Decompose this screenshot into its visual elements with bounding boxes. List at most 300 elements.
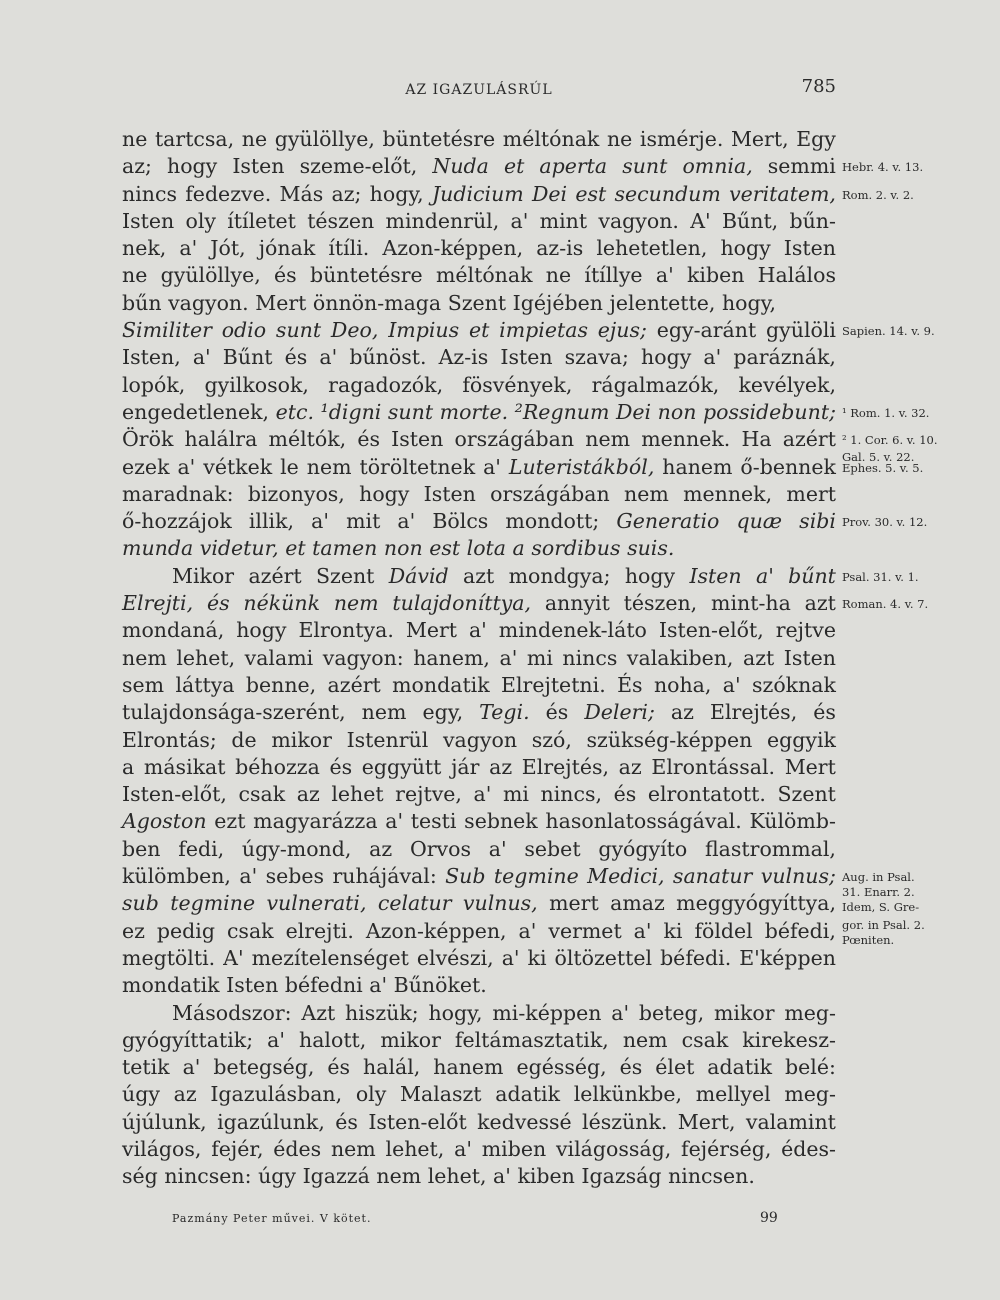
body-text — [122, 126, 836, 1191]
text-line — [122, 317, 836, 344]
word: sunt — [275, 318, 322, 343]
word: ¹digni — [320, 399, 382, 424]
word: sub — [122, 891, 159, 916]
word: csak — [226, 918, 274, 943]
word: valami — [244, 645, 314, 670]
text-line — [122, 972, 836, 999]
word: non — [657, 399, 697, 424]
word: hogy, — [369, 181, 424, 206]
word: Isten — [391, 427, 444, 452]
word: tegmine — [493, 864, 579, 889]
word: az — [670, 700, 694, 725]
word: vagyon. — [168, 290, 249, 315]
word: a' — [611, 1000, 630, 1025]
word: noha, — [653, 672, 712, 697]
word: Igazzá — [302, 1164, 370, 1189]
word: est — [429, 536, 461, 561]
word: Elrejti, — [122, 591, 194, 616]
word: Similiter — [122, 318, 212, 343]
word: Isten-előt, — [122, 782, 227, 807]
word: ne — [545, 263, 572, 288]
word: nincs — [562, 645, 618, 670]
word: egy-aránt — [656, 318, 757, 343]
text-line — [122, 399, 836, 426]
word: Istenrül — [346, 727, 429, 752]
word: szóknak — [752, 672, 836, 697]
word: mindenek-láto — [498, 618, 647, 643]
word: sebet — [524, 836, 581, 861]
word: béfedni — [284, 973, 363, 998]
word: sordibus — [531, 536, 621, 561]
word: Igazulásban, — [210, 1082, 343, 1107]
word: csak — [238, 782, 286, 807]
word: az; — [122, 154, 152, 179]
word: suis. — [627, 536, 675, 561]
word: ezt — [214, 809, 246, 834]
text-line — [122, 1109, 836, 1136]
word: Dei — [531, 181, 568, 206]
word: Tegi. — [479, 700, 530, 725]
text-line — [122, 1136, 836, 1163]
word: a' — [633, 918, 652, 943]
word: mi — [526, 645, 553, 670]
word: sebnek — [464, 809, 538, 834]
word: fedi, — [178, 836, 225, 861]
word: a' — [510, 208, 529, 233]
marginal-note: Rom. 2. v. 2. — [842, 187, 914, 202]
word: nincs, — [540, 782, 603, 807]
text-line — [122, 645, 836, 672]
word: az — [489, 754, 513, 779]
word: gyülöllye, — [274, 127, 375, 151]
word: sibi — [799, 509, 836, 534]
word: a' — [397, 509, 416, 534]
word: a' — [493, 1164, 511, 1189]
word: sanatur — [672, 864, 753, 889]
word: belé: — [785, 1055, 836, 1080]
word: Deleri; — [584, 700, 655, 725]
word: vagyon. — [598, 208, 679, 233]
word: ő-hozzájok — [122, 509, 232, 534]
word: azt — [462, 563, 495, 588]
word: és — [613, 782, 637, 807]
text-line — [122, 1054, 836, 1081]
text-line — [122, 781, 836, 808]
word: mondott; — [505, 509, 600, 534]
word: fejérség, — [681, 1136, 772, 1161]
word: vagyon — [442, 727, 518, 752]
word: morte. — [439, 399, 509, 424]
word: Judicium — [431, 181, 524, 206]
word: ben — [122, 836, 161, 861]
word: sunt — [387, 399, 434, 424]
word: méltók, — [268, 427, 347, 452]
text-line — [122, 262, 836, 289]
word: hiszük; — [345, 1000, 419, 1025]
word: igazúlunk, — [217, 1109, 325, 1134]
word: Orvos — [409, 836, 472, 861]
word: töröltetnek — [359, 454, 476, 479]
word: maradnak: — [122, 481, 234, 506]
word: az; — [331, 181, 362, 206]
word: Malaszt — [400, 1082, 482, 1107]
marginal-note: ² 1. Cor. 6. v. 10. — [842, 433, 938, 448]
word: Dávid — [388, 563, 449, 588]
word: úgy — [122, 1082, 160, 1107]
word: mikor — [380, 1027, 441, 1052]
page-header — [122, 76, 836, 102]
word: mikor — [271, 727, 332, 752]
word: az-is — [536, 236, 584, 261]
word: Nuda — [432, 154, 489, 179]
word: És — [617, 672, 643, 697]
word: adatik — [495, 1082, 561, 1107]
word: és — [813, 700, 836, 725]
word: hogy — [624, 563, 676, 588]
word: Isten — [783, 236, 836, 261]
word: ²Regnum — [514, 399, 610, 424]
word: Dei — [615, 399, 652, 424]
word: ruhájával: — [332, 864, 437, 889]
word: külömben, — [122, 864, 231, 889]
word: et — [503, 154, 525, 179]
word: elrejti. — [285, 918, 354, 943]
text-line — [122, 508, 836, 535]
word: rejtve, — [395, 782, 462, 807]
word: elvészi, — [416, 945, 494, 970]
word: meg- — [784, 1000, 836, 1025]
word: szükség-képpen — [586, 727, 753, 752]
word: etc. — [275, 399, 314, 424]
text-line — [122, 454, 836, 481]
word: Azon-képpen, — [382, 236, 524, 261]
word: tulajdoníttya, — [392, 591, 532, 616]
word: úgy — [258, 1164, 297, 1189]
text-line — [122, 181, 836, 208]
word: betegség, — [213, 1055, 315, 1080]
word: a' — [483, 454, 501, 479]
word: hanem — [433, 1055, 504, 1080]
word: gyógyíttatik; — [122, 1027, 254, 1052]
word: a' — [501, 945, 520, 970]
word: Elrontás; — [122, 727, 217, 752]
text-line — [122, 481, 836, 508]
word: Isten-előt — [368, 1109, 467, 1134]
word: kirekesz- — [742, 1027, 836, 1052]
word: ítíli. — [328, 236, 370, 261]
word: ez — [122, 918, 145, 943]
word: világos, — [122, 1136, 202, 1161]
word: a' — [468, 618, 487, 643]
marginal-note: Gal. 5. v. 22. — [842, 449, 915, 464]
text-line — [122, 208, 836, 235]
word: a — [122, 754, 135, 779]
word: országában — [454, 427, 575, 452]
word: és — [274, 263, 297, 288]
word: le — [280, 454, 299, 479]
word: Örök — [122, 427, 174, 452]
word: lehet, — [427, 1164, 487, 1189]
word: tegmine — [170, 891, 256, 916]
word: Medici, — [587, 864, 665, 889]
word: Bűnt — [222, 345, 273, 370]
word: hogy — [720, 236, 771, 261]
word: fedezve. — [185, 181, 272, 206]
word: Igéjében — [512, 290, 603, 315]
word: Bölcs — [432, 509, 489, 534]
word: Mikor — [172, 563, 235, 588]
text-line — [122, 863, 836, 890]
word: a' — [755, 563, 774, 588]
word: Bűnöket. — [393, 973, 487, 998]
word: odio — [221, 318, 267, 343]
word: Másodszor: — [172, 1000, 292, 1025]
marginal-note: Psal. 31. v. 1. — [842, 569, 919, 584]
text-line — [122, 1027, 836, 1054]
word: öltözettel — [554, 945, 653, 970]
word: ség — [122, 1164, 158, 1189]
word: a' — [655, 263, 674, 288]
word: méltónak — [435, 263, 533, 288]
word: és — [357, 427, 380, 452]
word: hogy — [641, 345, 692, 370]
word: mert — [549, 891, 599, 916]
word: az — [173, 1082, 197, 1107]
word: benne, — [245, 672, 317, 697]
page-number: 785 — [801, 76, 836, 97]
word: és — [327, 1055, 351, 1080]
word: sem — [122, 672, 165, 697]
word: bűnöst. — [349, 345, 427, 370]
word: nem — [306, 454, 352, 479]
word: mondaná, — [122, 618, 225, 643]
word: annyit — [544, 591, 610, 616]
word: a' — [182, 1055, 201, 1080]
word: elrontatott. — [647, 782, 766, 807]
word: halál, — [363, 1055, 421, 1080]
word: ne — [122, 127, 148, 151]
word: szeme-előt, — [299, 154, 418, 179]
word: Isten — [783, 645, 836, 670]
word: az — [369, 836, 393, 861]
word: vulnus; — [760, 864, 836, 889]
word: mert — [786, 481, 836, 506]
word: possidebunt; — [702, 399, 836, 424]
word: impietas — [499, 318, 588, 343]
text-line — [122, 918, 836, 945]
word: Impius — [388, 318, 460, 343]
word: azt — [804, 591, 836, 616]
word: hogy — [359, 481, 410, 506]
word: és — [335, 1109, 358, 1134]
word: quæ — [736, 509, 783, 534]
word: világosság, — [555, 1136, 672, 1161]
word: és — [329, 754, 353, 779]
word: a' — [177, 454, 196, 479]
word: vulnerati, — [266, 891, 367, 916]
word: ezek — [122, 454, 170, 479]
word: a — [512, 536, 525, 561]
text-line — [122, 344, 836, 371]
word: vulnus, — [462, 891, 538, 916]
text-line — [122, 617, 836, 644]
word: A' — [223, 945, 244, 970]
word: a' — [499, 645, 518, 670]
word: bizonyos, — [247, 481, 345, 506]
word: tulajdonsága-szerént, — [122, 700, 346, 725]
word: tészen, — [623, 591, 698, 616]
word: mennek, — [683, 481, 773, 506]
word: a' — [319, 345, 338, 370]
word: mondgya; — [508, 563, 611, 588]
word: Elrejtés, — [521, 754, 610, 779]
word: jelentette, — [609, 290, 716, 315]
word: valamint — [745, 1109, 836, 1134]
word: ki — [527, 945, 547, 970]
word: csak — [681, 1027, 729, 1052]
word: fösvények, — [462, 372, 573, 397]
word: a' — [518, 918, 537, 943]
word: Azt — [301, 1000, 336, 1025]
word: semmi — [767, 154, 836, 179]
word: országában — [490, 481, 610, 506]
marginal-note: Idem, S. Gre- — [842, 900, 920, 915]
word: egésség, — [516, 1055, 607, 1080]
word: gyülöllye, — [160, 263, 261, 288]
word: nem — [622, 1027, 668, 1052]
word: secundum — [614, 181, 721, 206]
word: kedvessé — [477, 1109, 572, 1134]
word: mint — [539, 208, 588, 233]
word: gyilkosok, — [204, 372, 309, 397]
word: nincs — [122, 181, 177, 206]
word: és — [545, 700, 569, 725]
text-line — [122, 699, 836, 726]
marginal-note: gor. in Psal. 2. — [842, 917, 925, 932]
word: de — [231, 727, 257, 752]
word: nem — [333, 591, 379, 616]
word: a' — [488, 836, 507, 861]
text-line — [122, 426, 836, 453]
text-line — [122, 890, 836, 917]
word: Isten-előt, — [658, 618, 764, 643]
word: jónak — [258, 236, 316, 261]
word: mezítelenséget — [251, 945, 409, 970]
word: Mert — [405, 618, 457, 643]
word: videtur, — [199, 536, 279, 561]
word: oly — [355, 1082, 387, 1107]
word: a' — [454, 1136, 472, 1161]
word: mit — [346, 509, 381, 534]
word: vétkek — [203, 454, 273, 479]
word: ítíletet — [227, 208, 296, 233]
word: lota — [466, 536, 506, 561]
word: ne — [606, 127, 633, 151]
word: Isten — [226, 973, 279, 998]
word: nem — [585, 427, 631, 452]
word: meg- — [784, 1082, 836, 1107]
word: eggyütt — [361, 754, 442, 779]
word: Azon-képpen, — [365, 918, 507, 943]
word: miben — [481, 1136, 547, 1161]
word: Elrontya. — [298, 618, 394, 643]
word: földel — [694, 918, 753, 943]
word: Sub — [445, 864, 486, 889]
text-line — [122, 1163, 836, 1190]
word: lelkünkbe, — [573, 1082, 682, 1107]
word: Elrejtés, — [710, 700, 798, 725]
word: lopók, — [122, 372, 186, 397]
word: Elrontással. — [651, 754, 776, 779]
word: gyógyíto — [598, 836, 688, 861]
word: Isten — [689, 563, 742, 588]
marginal-note: Aug. in Psal. — [842, 870, 915, 885]
word: ne — [122, 263, 148, 288]
marginal-note: ¹ Rom. 1. v. 32. — [842, 406, 930, 420]
marginal-note: Sapien. 14. v. 9. — [842, 324, 935, 339]
word: Külömb- — [749, 809, 836, 834]
word: úgy-mond, — [241, 836, 352, 861]
text-line — [122, 1000, 836, 1027]
word: omnia, — [682, 154, 753, 179]
text-line — [122, 372, 836, 399]
word: non — [383, 536, 423, 561]
word: mennek. — [641, 427, 731, 452]
word: valakiben, — [626, 645, 734, 670]
word: a' — [369, 973, 388, 998]
word: Isten — [232, 154, 285, 179]
word: Jót, — [210, 236, 246, 261]
word: ragadozók, — [328, 372, 444, 397]
word: magyarázza — [253, 809, 378, 834]
word: ejus; — [597, 318, 647, 343]
signature-mark: 99 — [760, 1210, 778, 1226]
word: Deo, — [330, 318, 379, 343]
word: bűn — [122, 290, 162, 315]
word: az — [296, 782, 320, 807]
word: azért — [248, 563, 302, 588]
word: testi — [410, 809, 457, 834]
word: lehet — [331, 782, 384, 807]
word: a' — [311, 509, 329, 534]
word: tetik — [122, 1055, 170, 1080]
word: ismérje. — [639, 127, 724, 151]
word: lehet, — [176, 645, 236, 670]
text-line — [122, 1081, 836, 1108]
word: Agoston — [122, 809, 207, 834]
word: a' — [703, 345, 722, 370]
word: Isten, — [122, 345, 181, 370]
word: nem — [122, 645, 167, 670]
text-line — [122, 235, 836, 262]
word: paráznák, — [733, 345, 836, 370]
word: feltámasztatik, — [454, 1027, 609, 1052]
word: munda — [122, 536, 194, 561]
word: a' — [722, 672, 741, 697]
word: lehetetlen, — [596, 236, 708, 261]
word: hogy, — [428, 1000, 483, 1025]
word: Igazság — [581, 1164, 662, 1189]
word: pedig — [156, 918, 215, 943]
word: Isten — [423, 481, 476, 506]
word: béfedi, — [764, 918, 836, 943]
page-footer — [172, 1210, 782, 1230]
word: E'képpen — [739, 945, 836, 970]
text-line — [122, 590, 836, 617]
word: illik, — [248, 509, 295, 534]
word: mondatik — [122, 973, 220, 998]
text-line — [122, 945, 836, 972]
